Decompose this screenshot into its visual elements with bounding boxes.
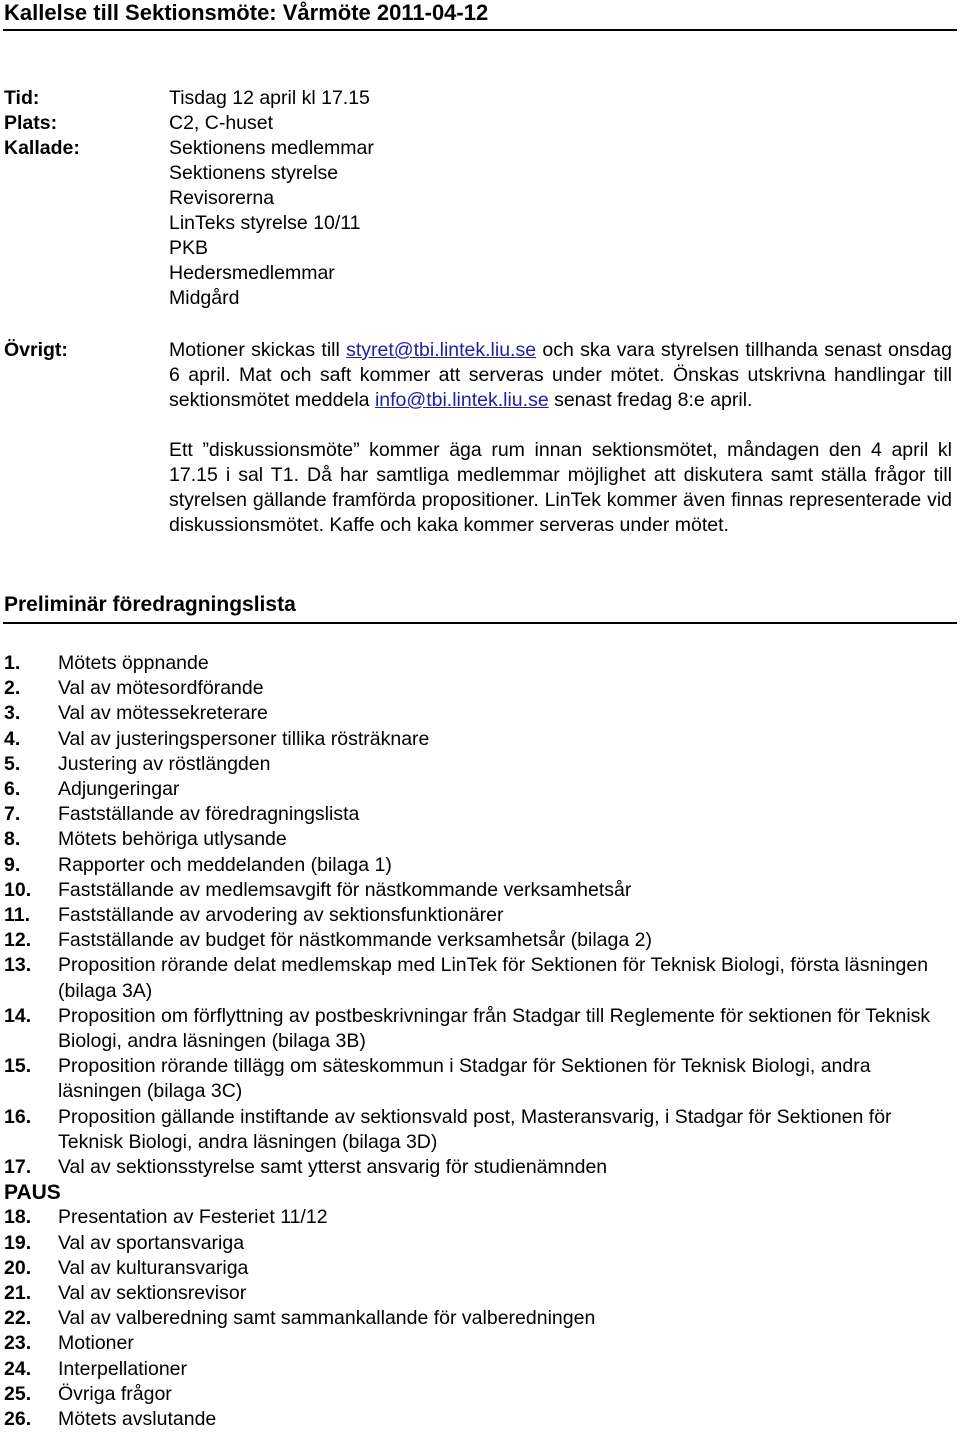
agenda-item bbox=[0, 651, 960, 676]
agenda-item bbox=[0, 1205, 960, 1230]
motions-text-part: Motioner skickas till bbox=[169, 339, 347, 361]
agenda-item-number: 19. bbox=[4, 1231, 32, 1254]
agenda-item-number: 21. bbox=[4, 1282, 32, 1305]
agenda-item-text: Motioner bbox=[58, 1332, 134, 1355]
agenda-item-text: Fastställande av medlemsavgift för nästkommande verksamhetsår bbox=[58, 878, 632, 901]
title-rule bbox=[3, 29, 957, 31]
motions-paragraph bbox=[169, 338, 952, 413]
agenda-item-text: Rapporter och meddelanden (bilaga 1) bbox=[58, 853, 392, 876]
other-label: Övrigt: bbox=[4, 339, 68, 361]
agenda-item-text: Proposition rörande delat medlemskap med LinTek för Sektionen för Teknisk Biologi, första läsningen (bilaga 3A) bbox=[58, 954, 929, 1002]
agenda-item-text: Val av kulturansvariga bbox=[58, 1256, 249, 1279]
motions-text-part: och ska vara styrelsen tillhanda senast onsdag 6 april. Mat och saft kommer att serveras under mötet. Önskas utskrivna handlingar till sektionsmötet meddela bbox=[169, 339, 952, 411]
agenda-item bbox=[0, 928, 960, 953]
agenda-item bbox=[0, 1306, 960, 1331]
called-item: Revisorerna bbox=[169, 187, 275, 209]
agenda-list bbox=[0, 651, 960, 1432]
agenda-item-text: Val av justeringspersoner tillika rösträknare bbox=[58, 727, 430, 750]
agenda-item-number: 7. bbox=[4, 803, 21, 826]
called-item: Midgård bbox=[169, 287, 240, 309]
agenda-item-number: 22. bbox=[4, 1307, 32, 1330]
called-item: LinTeks styrelse 10/11 bbox=[169, 212, 361, 234]
agenda-item-text: Proposition gällande instiftande av sektionsvald post, Masteransvarig, i Stadgar för Sektionen för Teknisk Biologi, andra läsningen (bilaga 3D) bbox=[58, 1105, 892, 1153]
agenda-item-text: Fastställande av budget för nästkommande verksamhetsår (bilaga 2) bbox=[58, 929, 652, 952]
agenda-item-text: Övriga frågor bbox=[58, 1382, 172, 1405]
agenda-item-text: Proposition om förflyttning av postbeskrivningar från Stadgar till Reglemente för sektionen för Teknisk Biologi, andra läsningen (bilaga 3B) bbox=[58, 1004, 931, 1053]
agenda-item bbox=[0, 1331, 960, 1356]
agenda-item-number: 9. bbox=[4, 853, 21, 876]
motions-text-part: senast fredag 8:e april. bbox=[548, 389, 753, 411]
agenda-item bbox=[0, 878, 960, 903]
agenda-item-text: Adjungeringar bbox=[58, 778, 180, 801]
time-value: Tisdag 12 april kl 17.15 bbox=[169, 87, 370, 109]
place-value: C2, C-huset bbox=[169, 112, 274, 134]
agenda-item-number: 11. bbox=[4, 904, 31, 927]
agenda-item-number: 20. bbox=[4, 1256, 32, 1279]
agenda-item-number: 5. bbox=[4, 752, 21, 775]
agenda-item-number: 25. bbox=[4, 1382, 32, 1405]
document-title: Kallelse till Sektionsmöte: Vårmöte 2011-04-12 bbox=[4, 0, 489, 25]
agenda-item bbox=[0, 827, 960, 852]
agenda-heading-rule bbox=[3, 622, 957, 624]
agenda-item-text: Val av mötessekreterare bbox=[58, 702, 268, 725]
agenda-item-text: Proposition rörande tillägg om säteskommun i Stadgar för Sektionen för Teknisk Biologi, andra läsningen (bilaga 3C) bbox=[58, 1055, 871, 1103]
discussion-paragraph: Ett ”diskussionsmöte” kommer äga rum innan sektionsmötet, måndagen den 4 april kl 17.15 i sal T1. Då har samtliga medlemmar möjlighet att diskutera samt ställa frågor till styrelsen gällande framförda propositioner. LinTek kommer även finnas representerade vid diskussionsmötet. Kaffe och kaka kommer serveras under mötet. bbox=[169, 439, 952, 536]
agenda-item bbox=[0, 1407, 960, 1432]
agenda-item bbox=[0, 1256, 960, 1281]
agenda-item-number: 3. bbox=[4, 702, 21, 725]
agenda-items-after-break bbox=[0, 1205, 960, 1432]
called-item: Sektionens medlemmar bbox=[169, 137, 374, 159]
agenda-item bbox=[0, 903, 960, 928]
agenda-item-number: 12. bbox=[4, 929, 32, 952]
agenda-item-text: Val av mötesordförande bbox=[58, 677, 264, 700]
agenda-item-text: Justering av röstlängden bbox=[58, 752, 271, 775]
agenda-item-number: 10. bbox=[4, 878, 32, 901]
agenda-item-number: 16. bbox=[4, 1105, 32, 1128]
agenda-item-text: Val av sektionsstyrelse samt ytterst ansvarig för studienämnden bbox=[58, 1156, 608, 1179]
agenda-item-number: 6. bbox=[4, 778, 21, 801]
agenda-item bbox=[0, 1004, 960, 1054]
agenda-item-number: 4. bbox=[4, 727, 21, 750]
called-label: Kallade: bbox=[4, 137, 80, 159]
agenda-item bbox=[0, 752, 960, 777]
agenda-item-number: 13. bbox=[4, 954, 32, 977]
agenda-item-text: Fastställande av föredragningslista bbox=[58, 803, 360, 826]
agenda-item bbox=[0, 1054, 960, 1104]
email-link-info[interactable]: info@tbi.lintek.liu.se bbox=[374, 389, 549, 411]
agenda-item-text: Mötets avslutande bbox=[58, 1408, 217, 1431]
agenda-item-text: Mötets behöriga utlysande bbox=[58, 828, 287, 851]
agenda-item-number: 23. bbox=[4, 1332, 32, 1355]
agenda-item bbox=[0, 853, 960, 878]
agenda-item-number: 2. bbox=[4, 677, 21, 700]
agenda-item bbox=[0, 676, 960, 701]
agenda-item-text: Presentation av Festeriet 11/12 bbox=[58, 1206, 328, 1229]
agenda-item-number: 1. bbox=[4, 652, 21, 674]
agenda-items-before-break bbox=[0, 651, 960, 1180]
agenda-item-number: 14. bbox=[4, 1004, 32, 1027]
agenda-item-text: Val av valberedning samt sammankallande för valberedningen bbox=[58, 1307, 596, 1330]
agenda-item bbox=[0, 701, 960, 726]
agenda-item-number: 8. bbox=[4, 828, 21, 851]
agenda-item-number: 26. bbox=[4, 1408, 32, 1431]
called-item: Sektionens styrelse bbox=[169, 162, 339, 184]
agenda-item-number: 17. bbox=[4, 1156, 32, 1179]
agenda-item-number: 18. bbox=[4, 1206, 32, 1229]
agenda-heading: Preliminär föredragningslista bbox=[4, 593, 296, 616]
agenda-item-text: Val av sportansvariga bbox=[58, 1231, 245, 1254]
agenda-item bbox=[0, 1105, 960, 1155]
agenda-item bbox=[0, 727, 960, 752]
break-label: PAUS bbox=[4, 1181, 61, 1205]
agenda-item-text: Mötets öppnande bbox=[58, 652, 209, 674]
agenda-item-number: 24. bbox=[4, 1357, 32, 1380]
email-link-styret[interactable]: styret@tbi.lintek.liu.se bbox=[346, 339, 537, 361]
agenda-item bbox=[0, 1281, 960, 1306]
agenda-item bbox=[0, 1155, 960, 1180]
called-item: PKB bbox=[169, 237, 209, 259]
agenda-item-text: Val av sektionsrevisor bbox=[58, 1282, 247, 1305]
agenda-item bbox=[0, 1382, 960, 1407]
time-label: Tid: bbox=[4, 87, 40, 109]
place-label: Plats: bbox=[4, 112, 58, 134]
called-item: Hedersmedlemmar bbox=[169, 262, 335, 284]
agenda-item-text: Fastställande av arvodering av sektionsfunktionärer bbox=[58, 904, 504, 927]
agenda-item-text: Interpellationer bbox=[58, 1357, 187, 1380]
agenda-item bbox=[0, 1231, 960, 1256]
agenda-item bbox=[0, 802, 960, 827]
agenda-item bbox=[0, 953, 960, 1003]
agenda-item-number: 15. bbox=[4, 1055, 32, 1078]
agenda-item bbox=[0, 1357, 960, 1382]
agenda-item bbox=[0, 777, 960, 802]
